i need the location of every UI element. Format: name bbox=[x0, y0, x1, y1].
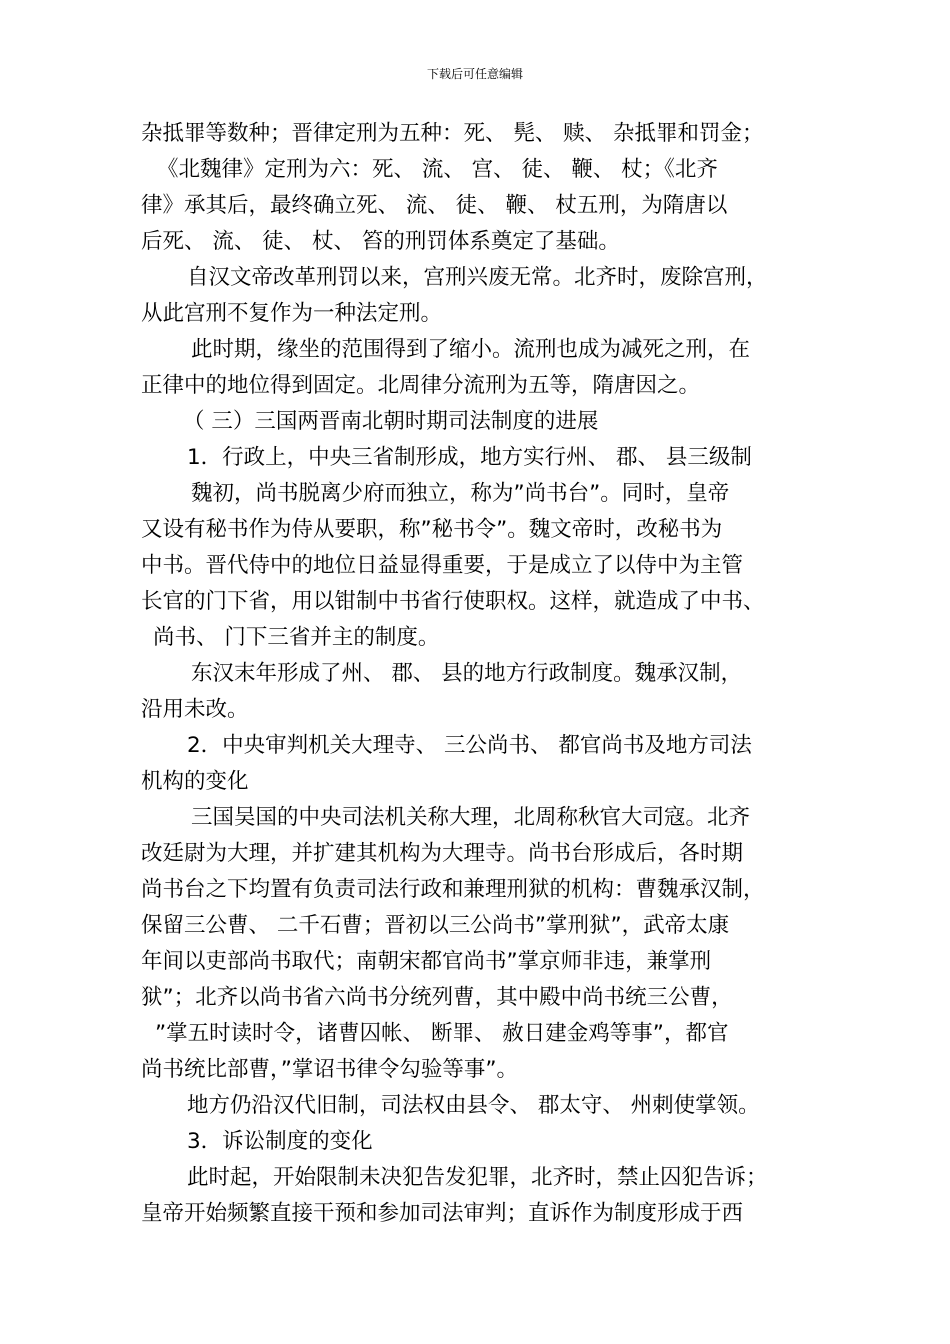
text-line: 三国吴国的中央司法机关称大理，北周称秋官大司寇。北齐 bbox=[191, 805, 751, 830]
text-line: 1．行政上，中央三省制形成，地方实行州、 郡、 县三级制 bbox=[187, 445, 752, 470]
text-line: 尚书、 门下三省并主的制度。 bbox=[153, 625, 440, 650]
text-line: 改廷尉为大理，并扩建其机构为大理寺。尚书台形成后，各时期 bbox=[141, 841, 744, 866]
text-line: 后死、 流、 徒、 杖、 笞的刑罚体系奠定了基础。 bbox=[141, 229, 620, 254]
text-line: 此时期，缘坐的范围得到了缩小。流刑也成为减死之刑，在 bbox=[191, 337, 751, 362]
text-line: 杂抵罪等数种；晋律定刑为五种：死、 髡、 赎、 杂抵罪和罚金； bbox=[141, 121, 764, 146]
text-line: 魏初，尚书脱离少府而独立，称为”尚书台”。同时，皇帝 bbox=[191, 481, 730, 506]
text-line: 狱”；北齐以尚书省六尚书分统列曹，其中殿中尚书统三公曹， bbox=[141, 985, 733, 1010]
text-line: 自汉文帝改革刑罚以来，宫刑兴废无常。北齐时，废除宫刑， bbox=[187, 265, 768, 290]
text-line: 2．中央审判机关大理寺、 三公尚书、 都官尚书及地方司法 bbox=[187, 733, 752, 758]
text-line: （ 三）三国两晋南北朝时期司法制度的进展 bbox=[183, 409, 599, 434]
text-line: 正律中的地位得到固定。北周律分流刑为五等，隋唐因之。 bbox=[141, 373, 701, 398]
page-header: 下载后可任意编辑 bbox=[426, 67, 523, 81]
text-line: 又设有秘书作为侍从要职，称”秘书令”。魏文帝时，改秘书为 bbox=[141, 517, 723, 542]
text-line: 皇帝开始频繁直接干预和参加司法审判；直诉作为制度形成于西 bbox=[141, 1201, 744, 1226]
text-line: 律》承其后，最终确立死、 流、 徒、 鞭、 杖五刑，为隋唐以 bbox=[141, 193, 728, 218]
text-line: 长官的门下省，用以钳制中书省行使职权。这样，就造成了中书、 bbox=[141, 589, 765, 614]
text-line: 保留三公曹、 二千石曹；晋初以三公尚书”掌刑狱”，武帝太康 bbox=[141, 913, 730, 938]
text-line: 《北魏律》定刑为六：死、 流、 宫、 徒、 鞭、 杖；《北齐 bbox=[157, 157, 718, 182]
text-line: 从此宫刑不复作为一种法定刑。 bbox=[141, 301, 443, 326]
text-line: 沿用未改。 bbox=[141, 697, 249, 722]
text-line: 此时起，开始限制未决犯告发犯罪，北齐时，禁止囚犯告诉； bbox=[187, 1165, 768, 1190]
text-line: 中书。晋代侍中的地位日益显得重要，于是成立了以侍中为主管 bbox=[141, 553, 744, 578]
text-line: 机构的变化 bbox=[141, 769, 249, 794]
text-line: 年间以吏部尚书取代；南朝宋都官尚书”掌京师非违，兼掌刑 bbox=[141, 949, 712, 974]
text-line: 东汉末年形成了州、 郡、 县的地方行政制度。魏承汉制， bbox=[191, 661, 743, 686]
text-line: ”掌五时读时令，诸曹囚帐、 断罪、 赦日建金鸡等事”，都官 bbox=[155, 1021, 729, 1046]
text-line: 尚书统比部曹，”掌诏书律令勾验等事”。 bbox=[141, 1057, 519, 1082]
text-line: 3．诉讼制度的变化 bbox=[187, 1129, 373, 1154]
document-body bbox=[141, 116, 831, 1232]
text-line: 尚书台之下均置有负责司法行政和兼理刑狱的机构：曹魏承汉制， bbox=[141, 877, 765, 902]
text-line: 地方仍沿汉代旧制，司法权由县令、 郡太守、 州刺使掌领。 bbox=[187, 1093, 760, 1118]
